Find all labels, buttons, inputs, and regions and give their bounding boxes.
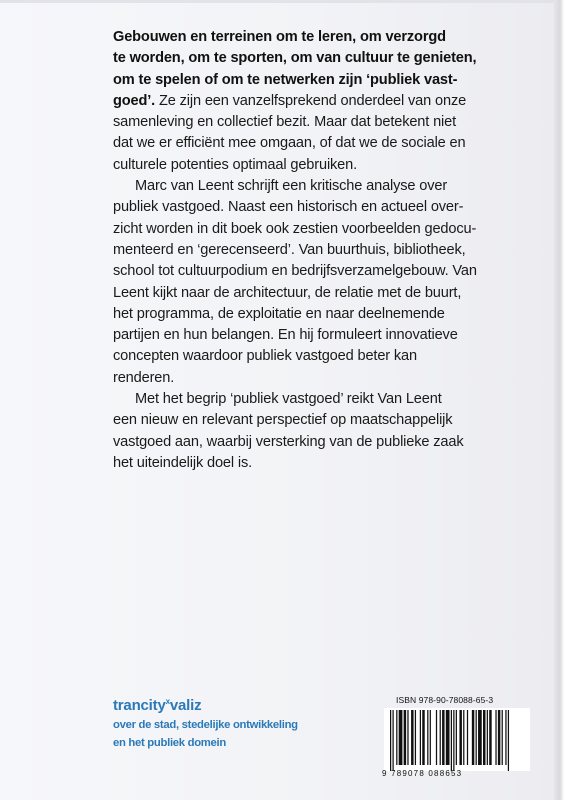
barcode-bar <box>427 710 428 765</box>
barcode-bars <box>384 708 530 771</box>
barcode-bar <box>495 710 496 765</box>
barcode-bar <box>436 710 437 765</box>
barcode-bar <box>420 710 421 765</box>
blurb-line <box>113 91 525 112</box>
blurb-bold-tail: goed’. <box>113 92 156 109</box>
blurb-line: menteerd en ‘gerecenseerd’. Van buurthuis, bibliotheek, <box>113 241 466 258</box>
publisher-logo-sup: x <box>165 697 170 706</box>
blurb-line: renderen. <box>113 369 175 386</box>
barcode-bar <box>422 710 424 765</box>
barcode-bar <box>396 710 397 765</box>
blurb-paragraph-1 <box>113 27 525 176</box>
blurb-line: Marc van Leent schrijft een kritische analyse over <box>135 178 448 195</box>
blurb-line: om te spelen of om te netwerken zijn ‘publiek vast- <box>113 71 458 88</box>
barcode-bar <box>411 710 413 765</box>
barcode-bar <box>472 710 474 765</box>
blurb-line: te worden, om te sporten, om van cultuur te genieten, <box>113 50 477 67</box>
barcode-bar <box>502 710 503 765</box>
barcode-bar <box>451 710 452 771</box>
barcode-bar <box>442 710 444 765</box>
barcode-bar <box>430 710 431 765</box>
barcode-bar <box>440 710 441 765</box>
barcode-bar <box>467 710 468 765</box>
publisher-logo-right: valiz <box>169 697 202 714</box>
blurb-line: school tot cultuurpodium en bedrijfsverzamelgebouw. Van <box>113 263 477 280</box>
publisher-tagline-line: en het publiek domein <box>113 737 226 749</box>
blurb-line: vastgoed aan, waarbij versterking van de publieke zaak <box>113 433 464 450</box>
blurb-line: publiek vastgoed. Naast een historisch en actueel over- <box>113 199 464 216</box>
blurb-line: het uiteindelijk doel is. <box>113 454 253 471</box>
cover-right-edge <box>554 0 564 800</box>
blurb-line: het programma, de exploitatie en naar deelnemende <box>113 305 445 322</box>
barcode-bar <box>415 710 416 765</box>
barcode-bar <box>459 710 461 765</box>
blurb-paragraph-3 <box>113 389 525 474</box>
publisher-logo-left: trancity <box>113 697 166 714</box>
blurb-line: dat we er efficiënt mee omgaan, of dat we de sociale en <box>113 135 466 152</box>
blurb-line: culturele potenties optimaal gebruiken. <box>113 156 358 173</box>
barcode-bar <box>508 710 509 771</box>
publisher-block <box>113 692 298 752</box>
blurb-line-rest: Ze zijn een vanzelfsprekend onderdeel van onze <box>155 92 467 109</box>
barcode-digits: 9 789078 088653 <box>382 769 463 778</box>
blurb-line: Gebouwen en terreinen om te leren, om verzorgd <box>113 29 446 45</box>
publisher-logo <box>113 692 298 716</box>
blurb-text <box>113 27 525 474</box>
blurb-line: Leent kijkt naar de architectuur, de relatie met de buurt, <box>113 284 462 301</box>
blurb-bold-intro <box>113 27 525 91</box>
barcode-block <box>382 695 532 779</box>
barcode-bar <box>476 710 477 765</box>
barcode-bar <box>505 710 506 765</box>
barcode-bar <box>404 710 406 765</box>
blurb-line: partijen en hun belangen. En hij formuleert innovatieve <box>113 327 458 344</box>
barcode-bar <box>487 710 488 765</box>
barcode-bar <box>407 710 408 765</box>
barcode-bar <box>453 710 454 771</box>
barcode-bar <box>489 710 491 765</box>
blurb-line: samenleving en collectief bezit. Maar dat betekent niet <box>113 114 457 131</box>
cover-top-edge <box>0 0 564 3</box>
barcode-bar <box>390 710 391 771</box>
barcode-bar <box>498 710 500 765</box>
barcode-bar <box>463 710 464 765</box>
blurb-line: een nieuw en relevant perspectief op maatschappelijk <box>113 412 453 429</box>
barcode-graphic <box>384 708 530 771</box>
barcode-bar <box>456 710 457 765</box>
barcode-bar <box>399 710 403 765</box>
blurb-line: concepten waardoor publiek vastgoed beter kan <box>113 348 417 365</box>
barcode-bar <box>392 710 393 771</box>
publisher-tagline-line: over de stad, stedelijke ontwikkeling <box>113 719 298 731</box>
blurb-line: zicht worden in dit boek ook zestien voorbeelden gedocu- <box>113 220 477 237</box>
barcode-bar <box>483 710 485 765</box>
barcode-bar <box>478 710 482 765</box>
blurb-line: Met het begrip ‘publiek vastgoed’ reikt Van Leent <box>135 391 442 408</box>
barcode-bar <box>446 710 450 765</box>
blurb-paragraph-2 <box>113 176 525 389</box>
isbn-label: ISBN 978-90-78088-65-3 <box>396 695 494 705</box>
